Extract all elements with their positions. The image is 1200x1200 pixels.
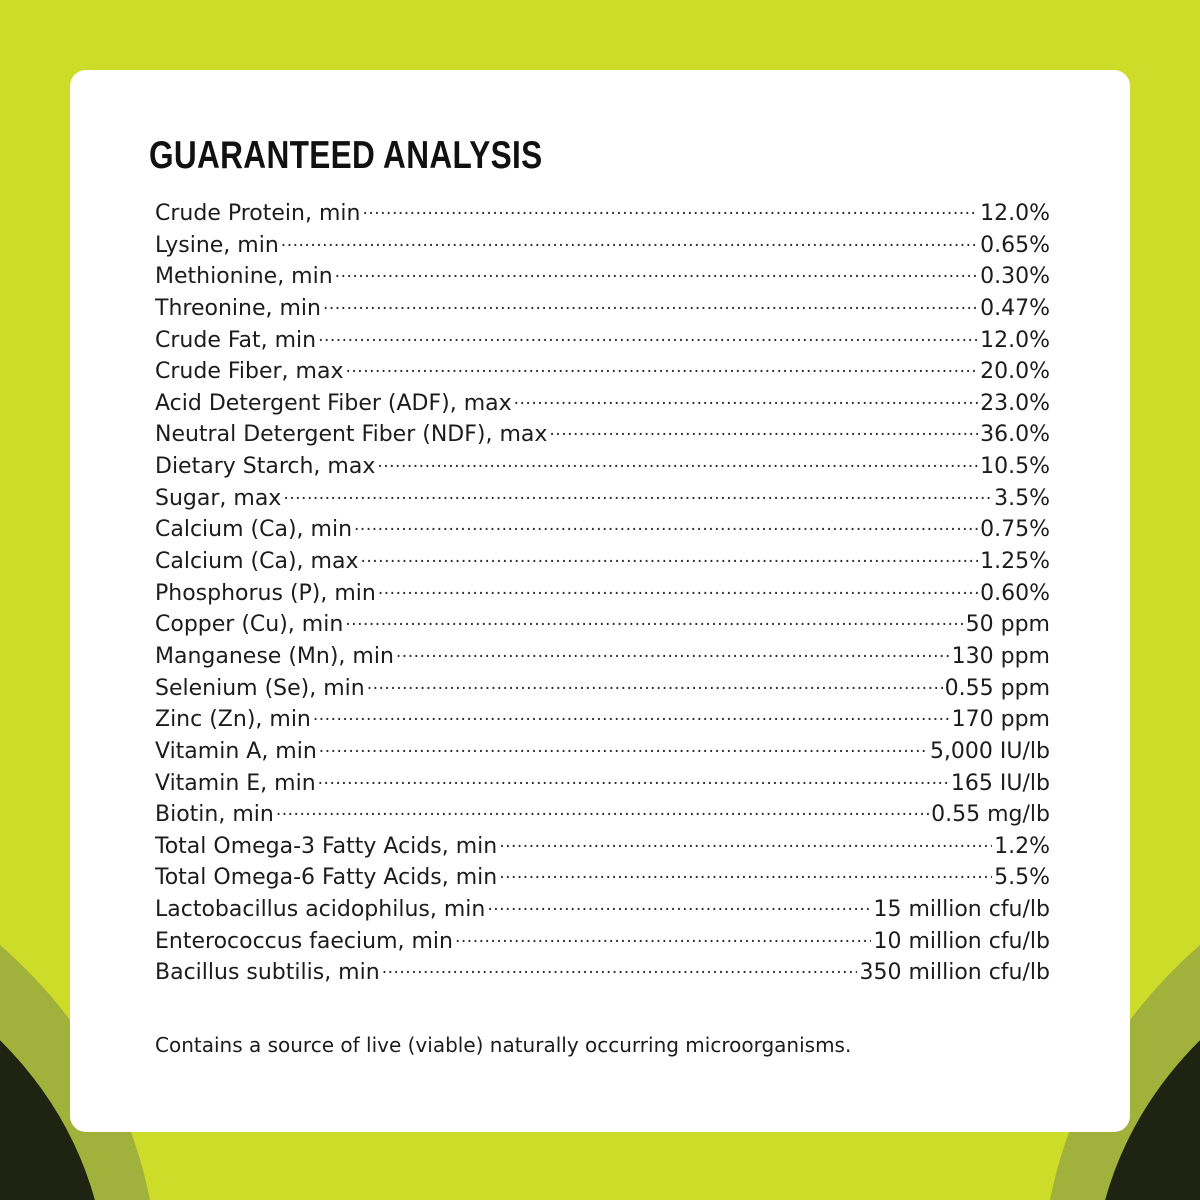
nutrient-label: Sugar, max — [155, 485, 282, 511]
analysis-row — [155, 799, 1050, 831]
dot-leader — [396, 641, 950, 663]
analysis-row — [155, 388, 1050, 420]
nutrient-value: 0.60% — [980, 580, 1050, 606]
analysis-row — [155, 736, 1050, 768]
dot-leader — [514, 388, 978, 410]
nutrient-label: Methionine, min — [155, 264, 333, 290]
dot-leader — [318, 768, 949, 790]
nutrient-label: Threonine, min — [155, 295, 321, 321]
nutrient-label: Lysine, min — [155, 232, 279, 258]
nutrient-value: 36.0% — [980, 422, 1050, 448]
nutrient-value: 1.2% — [994, 833, 1050, 859]
nutrient-value: 10 million cfu/lb — [873, 928, 1050, 954]
analysis-row — [155, 483, 1050, 515]
analysis-row — [155, 356, 1050, 388]
dot-leader — [487, 894, 871, 916]
nutrient-value: 23.0% — [980, 390, 1050, 416]
nutrient-value: 3.5% — [994, 485, 1050, 511]
nutrient-value: 0.55 mg/lb — [931, 802, 1050, 828]
nutrient-label: Selenium (Se), min — [155, 675, 365, 701]
nutrient-label: Acid Detergent Fiber (ADF), max — [155, 390, 512, 416]
dot-leader — [362, 198, 978, 220]
dot-leader — [354, 514, 978, 536]
nutrient-label: Phosphorus (P), min — [155, 580, 376, 606]
nutrient-label: Bacillus subtilis, min — [155, 960, 380, 986]
analysis-row — [155, 325, 1050, 357]
analysis-row — [155, 673, 1050, 705]
dot-leader — [378, 578, 978, 600]
analysis-row — [155, 957, 1050, 989]
nutrient-value: 20.0% — [980, 359, 1050, 385]
analysis-row — [155, 704, 1050, 736]
nutrient-label: Crude Protein, min — [155, 201, 361, 226]
dot-leader — [499, 862, 992, 884]
dot-leader — [281, 230, 978, 252]
analysis-row — [155, 768, 1050, 800]
dot-leader — [367, 673, 943, 695]
nutrient-label: Lactobacillus acidophilus, min — [155, 897, 486, 923]
dot-leader — [276, 799, 929, 821]
dot-leader — [335, 261, 978, 283]
nutrient-label: Zinc (Zn), min — [155, 707, 311, 733]
nutrient-value: 15 million cfu/lb — [873, 897, 1050, 923]
dot-leader — [345, 609, 963, 631]
nutrient-value: 0.75% — [980, 517, 1050, 543]
analysis-row — [155, 261, 1050, 293]
dot-leader — [318, 325, 978, 347]
nutrient-label: Neutral Detergent Fiber (NDF), max — [155, 422, 548, 448]
nutrient-label: Copper (Cu), min — [155, 612, 344, 638]
analysis-row — [155, 419, 1050, 451]
analysis-row — [155, 293, 1050, 325]
nutrient-value: 130 ppm — [951, 643, 1050, 669]
analysis-row — [155, 451, 1050, 483]
analysis-row — [155, 198, 1050, 230]
nutrient-label: Crude Fat, min — [155, 327, 317, 353]
analysis-row — [155, 578, 1050, 610]
footnote: Contains a source of live (viable) naturally occurring microorganisms. — [155, 1033, 852, 1057]
analysis-row — [155, 862, 1050, 894]
dot-leader — [377, 451, 978, 473]
nutrient-label: Calcium (Ca), min — [155, 517, 353, 543]
nutrient-value: 0.55 ppm — [944, 675, 1050, 701]
nutrient-label: Vitamin A, min — [155, 738, 317, 764]
analysis-row — [155, 514, 1050, 546]
dot-leader — [319, 736, 928, 758]
analysis-row — [155, 609, 1050, 641]
nutrient-value: 0.30% — [980, 264, 1050, 290]
nutrient-label: Dietary Starch, max — [155, 454, 376, 480]
dot-leader — [313, 704, 950, 726]
nutrient-value: 350 million cfu/lb — [859, 960, 1050, 986]
analysis-row — [155, 230, 1050, 262]
nutrient-value: 12.0% — [980, 327, 1050, 353]
dot-leader — [345, 356, 978, 378]
dot-leader — [360, 546, 978, 568]
dot-leader — [549, 419, 978, 441]
analysis-row — [155, 546, 1050, 578]
nutrient-value: 5.5% — [994, 865, 1050, 891]
dot-leader — [283, 483, 992, 505]
nutrient-value: 1.25% — [980, 549, 1050, 575]
nutrient-label: Enterococcus faecium, min — [155, 928, 453, 954]
nutrient-value: 5,000 IU/lb — [929, 738, 1050, 764]
nutrient-label: Manganese (Mn), min — [155, 643, 394, 669]
analysis-row — [155, 641, 1050, 673]
dot-leader — [455, 926, 871, 948]
nutrient-label: Vitamin E, min — [155, 770, 316, 796]
analysis-list — [155, 198, 1050, 989]
nutrient-label: Biotin, min — [155, 802, 274, 828]
nutrient-label: Calcium (Ca), max — [155, 549, 359, 575]
analysis-row — [155, 926, 1050, 958]
nutrient-value: 0.65% — [980, 232, 1050, 258]
nutrient-value: 0.47% — [980, 295, 1050, 321]
analysis-row — [155, 831, 1050, 863]
nutrient-value: 50 ppm — [965, 612, 1050, 638]
nutrient-value: 12.0% — [980, 201, 1050, 226]
nutrient-value: 170 ppm — [951, 707, 1050, 733]
analysis-card — [70, 70, 1130, 1132]
page-title: GUARANTEED ANALYSIS — [149, 134, 543, 177]
analysis-row — [155, 894, 1050, 926]
nutrient-label: Total Omega-6 Fatty Acids, min — [155, 865, 498, 891]
dot-leader — [323, 293, 978, 315]
dot-leader — [499, 831, 992, 853]
nutrient-label: Total Omega-3 Fatty Acids, min — [155, 833, 498, 859]
nutrient-label: Crude Fiber, max — [155, 359, 344, 385]
dot-leader — [382, 957, 858, 979]
nutrient-value: 10.5% — [980, 454, 1050, 480]
nutrient-value: 165 IU/lb — [950, 770, 1050, 796]
